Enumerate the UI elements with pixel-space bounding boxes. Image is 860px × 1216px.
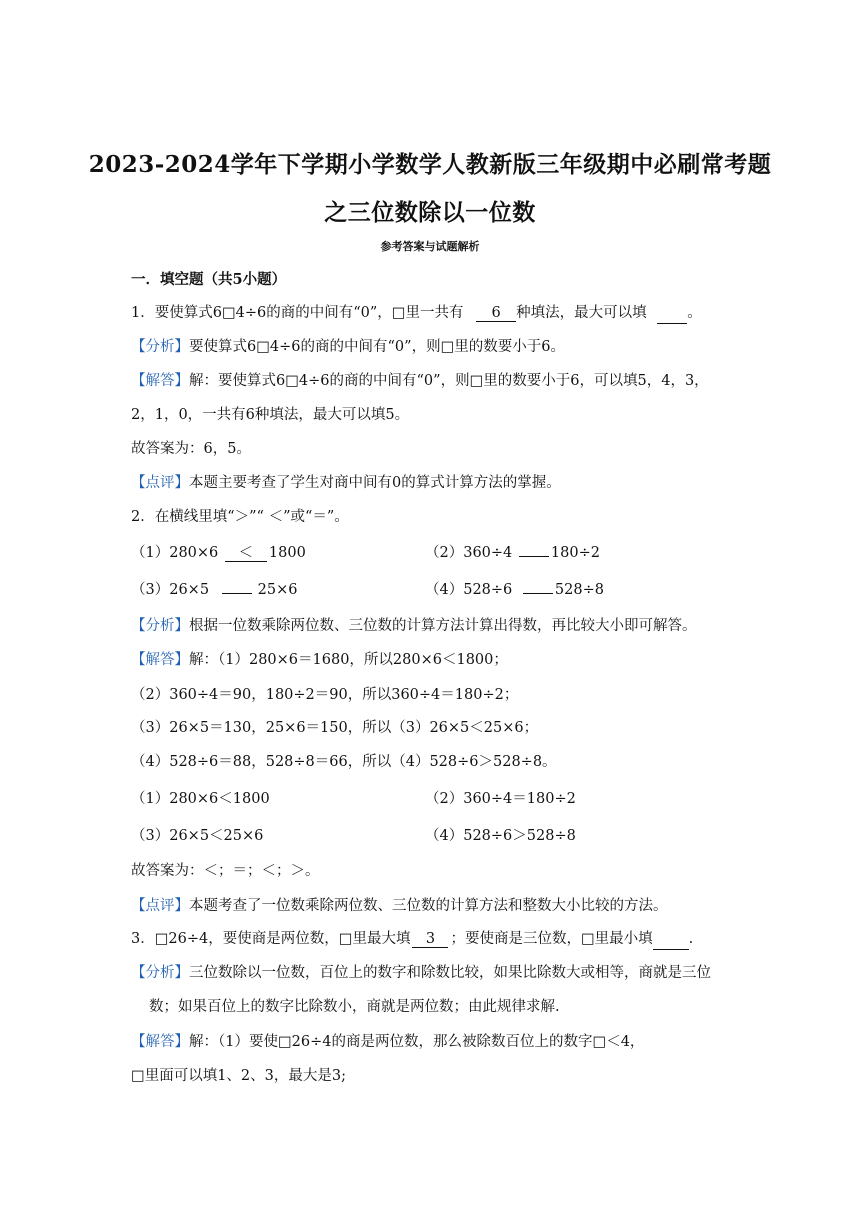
q1-final-answer: 故答案为：6，5。	[131, 441, 251, 457]
q2-result-3: （3）26×5＜25×6	[131, 828, 264, 844]
q1-stem-a: 1．要使算式6□4÷6的商的中间有“0”，□里一共有	[131, 305, 464, 321]
q2-item-1	[131, 543, 306, 563]
analysis-tag: 【分析】	[131, 618, 189, 634]
q3-solution-line2: □里面可以填1、2、3，最大是3;	[131, 1068, 346, 1084]
q2-result-4: （4）528÷6＞528÷8	[425, 828, 576, 844]
q3-analysis-line1	[131, 963, 711, 983]
q3-empty-blank	[653, 929, 689, 950]
q2-item-3	[131, 580, 298, 600]
q1-solution-line1	[131, 371, 709, 391]
q3-stem-a: 3．□26÷4，要使商是两位数，□里最大填	[131, 931, 411, 947]
q2-item-4	[425, 580, 604, 600]
q2-final-answer: 故答案为：＜；＝；＜；＞。	[131, 863, 320, 879]
q3-stem-c: .	[688, 931, 694, 947]
q2-solution-line1	[131, 650, 508, 670]
q2-item-4-right: 528÷8	[554, 582, 604, 598]
q3-analysis-line2: 数；如果百位上的数字比除数小，商就是两位数；由此规律求解.	[149, 999, 560, 1015]
q2-item-3-right: 25×6	[257, 582, 298, 598]
q3-stem	[131, 929, 693, 950]
q1-solution-line2: 2，1，0，一共有6种填法，最大可以填5。	[131, 407, 410, 423]
q2-solution-line2: （2）360÷4＝90，180÷2＝90，所以360÷4＝180÷2；	[131, 687, 519, 703]
q1-analysis-text: 要使算式6□4÷6的商的中间有“0”，则□里的数要小于6。	[189, 339, 565, 355]
q2-item-3-blank	[222, 593, 252, 594]
q3-answer-blank: 3	[412, 931, 448, 948]
q2-analysis	[131, 616, 697, 636]
q2-analysis-text: 根据一位数乘除两位数、三位数的计算方法计算出得数，再比较大小即可解答。	[189, 618, 697, 634]
q2-solution-text1: 解：（1）280×6＝1680，所以280×6＜1800；	[189, 652, 508, 668]
q1-stem-c: 。	[687, 305, 702, 321]
q2-comment	[131, 896, 668, 916]
q1-empty-blank	[657, 303, 687, 324]
section-heading: 一．填空题（共5小题）	[131, 271, 287, 288]
q2-item-2-left: （2）360÷4	[425, 545, 513, 561]
q1-stem	[131, 303, 702, 324]
q1-answer-blank: 6	[476, 305, 516, 322]
q2-result-2: （2）360÷4＝180÷2	[425, 791, 576, 807]
q1-solution-text1: 解：要使算式6□4÷6的商的中间有“0”，则□里的数要小于6，可以填5，4，3，	[189, 373, 709, 389]
q3-stem-b: ；要使商是三位数，□里最小填	[450, 931, 653, 947]
q2-result-1: （1）280×6＜1800	[131, 791, 270, 807]
solution-tag: 【解答】	[131, 652, 189, 668]
solution-tag: 【解答】	[131, 373, 189, 389]
document-title-line1: 2023-2024学年下学期小学数学人教新版三年级期中必刷常考题	[88, 151, 772, 178]
solution-tag: 【解答】	[131, 1034, 189, 1050]
q2-item-4-blank	[523, 593, 553, 594]
q2-item-2-blank	[519, 556, 549, 557]
q2-stem: 2．在横线里填“＞”“ ＜”或“＝”。	[131, 509, 349, 525]
q2-solution-line3: （3）26×5＝130，25×6＝150，所以（3）26×5＜25×6；	[131, 720, 539, 736]
comment-tag: 【点评】	[131, 475, 189, 491]
q3-analysis-text1: 三位数除以一位数，百位上的数字和除数比较，如果比除数大或相等，商就是三位	[189, 965, 711, 981]
q2-comment-text: 本题考查了一位数乘除两位数、三位数的计算方法和整数大小比较的方法。	[189, 898, 668, 914]
q2-item-1-left: （1）280×6	[131, 545, 219, 561]
q1-comment	[131, 473, 561, 493]
q2-item-3-left: （3）26×5	[131, 582, 210, 598]
q1-analysis	[131, 337, 565, 357]
q2-solution-line4: （4）528÷6＝88，528÷8＝66，所以（4）528÷6＞528÷8。	[131, 754, 557, 770]
document-subtitle: 参考答案与试题解析	[380, 240, 480, 253]
q1-comment-text: 本题主要考查了学生对商中间有0的算式计算方法的掌握。	[189, 475, 561, 491]
q1-stem-b: 种填法，最大可以填	[516, 305, 647, 321]
q2-item-2-right: 180÷2	[550, 545, 600, 561]
q3-solution-text1: 解：（1）要使□26÷4的商是两位数，那么被除数百位上的数字□＜4，	[189, 1034, 645, 1050]
q2-item-2	[425, 543, 600, 563]
q2-item-1-blank: ＜	[225, 545, 267, 562]
comment-tag: 【点评】	[131, 898, 189, 914]
q2-item-1-right: 1800	[268, 545, 306, 561]
q3-solution-line1	[131, 1032, 644, 1052]
document-title-line2: 之三位数除以一位数	[324, 199, 536, 226]
q2-item-4-left: （4）528÷6	[425, 582, 513, 598]
analysis-tag: 【分析】	[131, 339, 189, 355]
analysis-tag: 【分析】	[131, 965, 189, 981]
